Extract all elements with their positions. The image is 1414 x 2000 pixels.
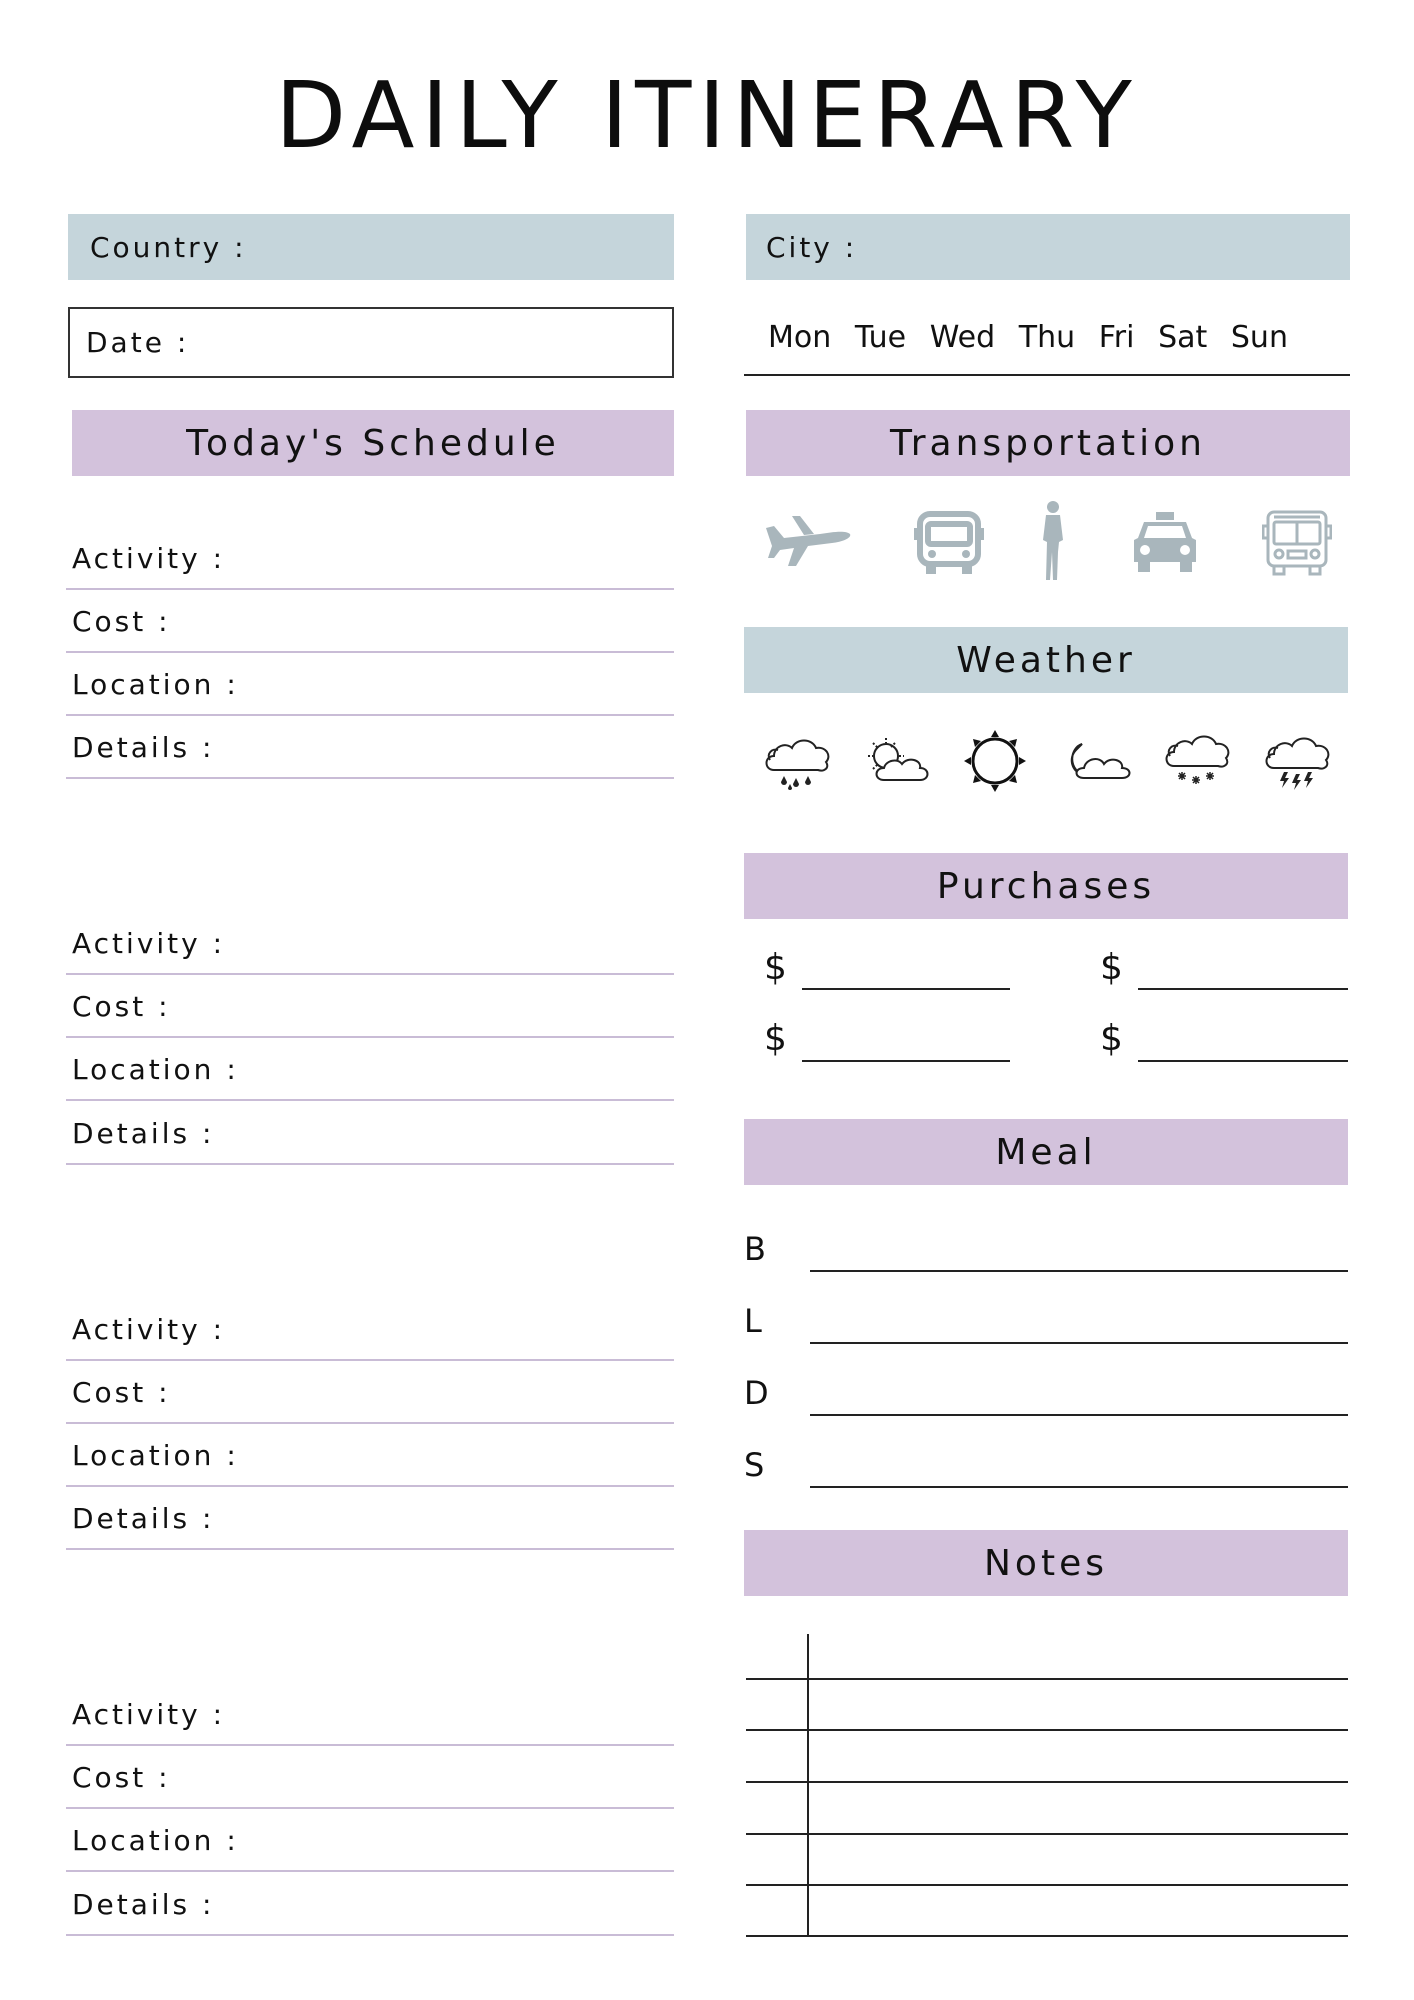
bus-icon[interactable] [914,510,984,578]
notes-line[interactable] [746,1935,1348,1937]
date-field[interactable] [68,307,674,378]
purchases-heading [744,853,1348,919]
details-line[interactable] [66,1548,674,1550]
weather-heading-text: Weather [956,639,1136,681]
location-line[interactable] [66,714,674,716]
snow-cloud-icon[interactable] [1162,728,1232,790]
notes-line[interactable] [746,1884,1348,1886]
location-label: Location : [72,1053,239,1086]
cost-line[interactable] [66,1422,674,1424]
country-label: Country : [90,230,247,264]
tram-icon[interactable] [1262,508,1332,576]
night-cloud-icon[interactable] [1062,738,1132,786]
date-label: Date : [86,326,190,359]
notes-line[interactable] [746,1729,1348,1731]
dollar-sign: $ [764,1018,787,1059]
meal-dinner-line[interactable] [810,1414,1348,1416]
thunderstorm-icon[interactable] [1262,730,1332,792]
purchase-amount-line[interactable] [802,988,1010,990]
meal-breakfast-line[interactable] [810,1270,1348,1272]
airplane-icon[interactable] [762,508,856,570]
taxi-icon[interactable] [1130,512,1200,574]
dollar-sign: $ [1100,1018,1123,1059]
details-line[interactable] [66,1934,674,1936]
location-line[interactable] [66,1485,674,1487]
day-thu[interactable]: Thu [1018,320,1076,355]
day-mon[interactable]: Mon [768,320,832,355]
weekday-selector [768,320,1288,360]
activity-label: Activity : [72,1698,226,1731]
cost-label: Cost : [72,1376,171,1409]
activity-label: Activity : [72,927,226,960]
details-line[interactable] [66,1163,674,1165]
meal-snack-line[interactable] [810,1486,1348,1488]
day-wed[interactable]: Wed [929,320,996,355]
partly-sunny-icon[interactable] [862,734,932,790]
purchases-heading-text: Purchases [936,865,1156,907]
meal-dinner-label: D [744,1374,769,1412]
purchase-amount-line[interactable] [1138,988,1348,990]
cost-label: Cost : [72,605,171,638]
schedule-heading-text: Today's Schedule [186,422,560,464]
city-field[interactable] [746,214,1350,280]
location-label: Location : [72,668,239,701]
notes-heading [744,1530,1348,1596]
cost-line[interactable] [66,1036,674,1038]
cost-label: Cost : [72,990,171,1023]
transportation-heading [746,410,1350,476]
details-label: Details : [72,1502,215,1535]
day-sun[interactable]: Sun [1230,320,1288,355]
cost-line[interactable] [66,651,674,653]
activity-line[interactable] [66,1744,674,1746]
activity-line[interactable] [66,588,674,590]
location-line[interactable] [66,1870,674,1872]
details-label: Details : [72,1888,215,1921]
page-title: DAILY ITINERARY [275,62,1139,169]
cost-label: Cost : [72,1761,171,1794]
details-label: Details : [72,1117,215,1150]
meal-heading-text: Meal [995,1131,1097,1173]
notes-heading-text: Notes [984,1542,1108,1584]
dollar-sign: $ [764,947,787,988]
transportation-heading-text: Transportation [890,422,1206,464]
notes-line[interactable] [746,1833,1348,1835]
notes-line[interactable] [746,1678,1348,1680]
weekday-underline [744,374,1350,376]
meal-breakfast-label: B [744,1230,766,1268]
dollar-sign: $ [1100,947,1123,988]
country-field[interactable] [68,214,674,280]
meal-heading [744,1119,1348,1185]
day-tue[interactable]: Tue [854,320,907,355]
location-label: Location : [72,1824,239,1857]
location-line[interactable] [66,1099,674,1101]
activity-label: Activity : [72,1313,226,1346]
activity-line[interactable] [66,1359,674,1361]
rain-cloud-icon[interactable] [762,732,832,792]
activity-line[interactable] [66,973,674,975]
day-fri[interactable]: Fri [1098,320,1135,355]
meal-snack-label: S [744,1446,765,1484]
details-line[interactable] [66,777,674,779]
schedule-heading [72,410,674,476]
day-sat[interactable]: Sat [1158,320,1208,355]
activity-label: Activity : [72,542,226,575]
walking-person-icon[interactable] [1038,500,1068,582]
cost-line[interactable] [66,1807,674,1809]
notes-line[interactable] [746,1781,1348,1783]
sun-icon[interactable] [962,728,1028,794]
weather-heading [744,627,1348,693]
meal-lunch-line[interactable] [810,1342,1348,1344]
purchase-amount-line[interactable] [1138,1060,1348,1062]
city-label: City : [766,230,858,264]
meal-lunch-label: L [744,1302,762,1340]
location-label: Location : [72,1439,239,1472]
purchase-amount-line[interactable] [802,1060,1010,1062]
details-label: Details : [72,731,215,764]
